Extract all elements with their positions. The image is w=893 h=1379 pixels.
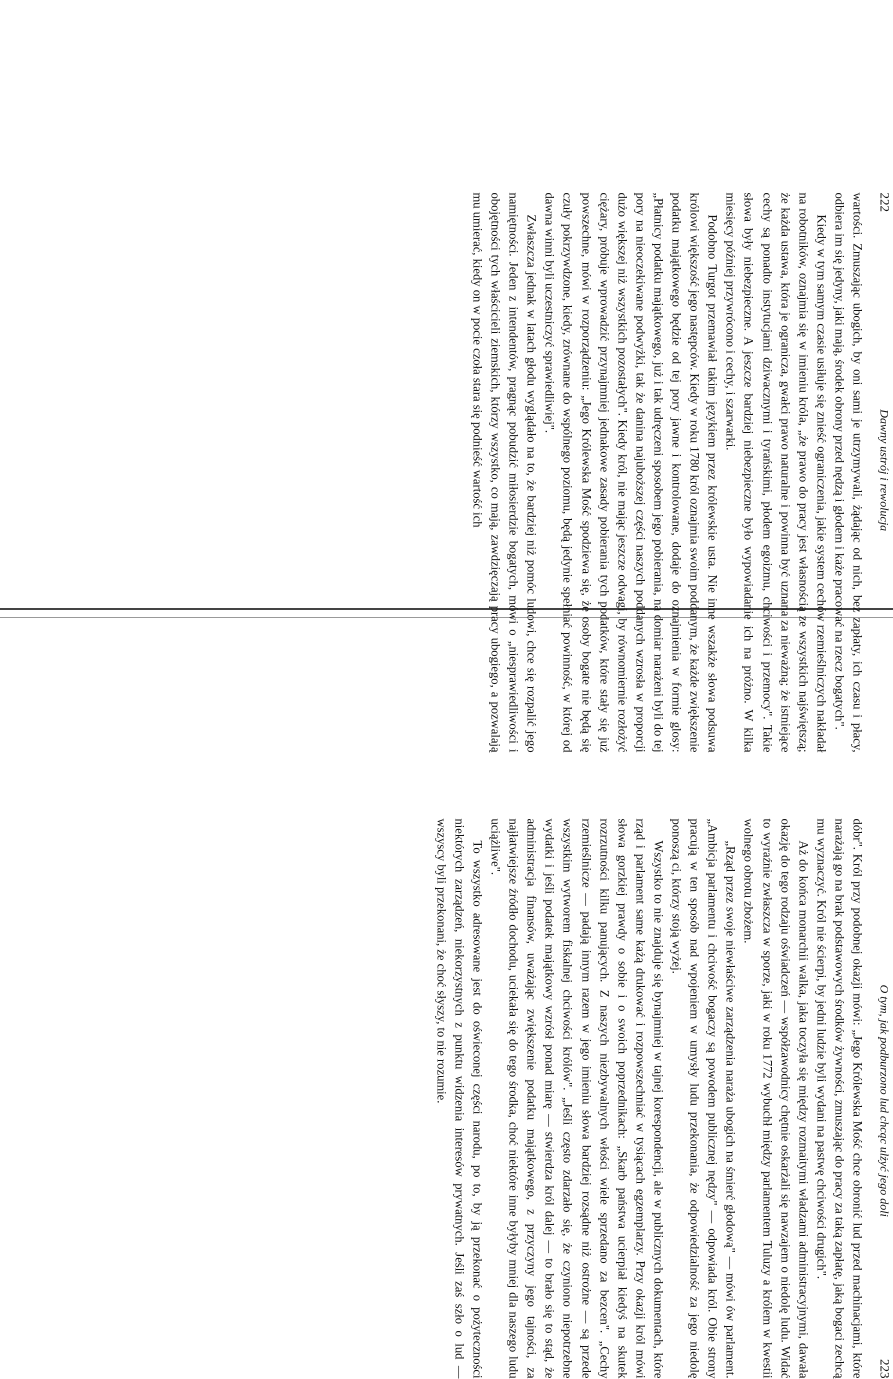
running-head: Dawny ustrój i rewolucja: [877, 409, 892, 532]
page-header: [877, 193, 893, 753]
paragraph: wartości. Zmuszając ubogich, by oni sami je utrzymywali, żądając od nich, bez zapłaty, ich czasu i płacy, odbiera im się jedyny, jaki mają, środek obrony przed nędzą i głodem i każe pracować na rzecz bogatych".: [832, 192, 865, 753]
page-body: [432, 819, 866, 1379]
page-header: [877, 819, 893, 1379]
page-222: [0, 193, 893, 753]
paragraph: Podobno Turgot przemawiał takim językiem przez królewskie usta. Nie inne wszakże słowa podsuwa królowi większość jego następców. Kiedy w roku 1780 król oznajmia swoim poddanym, że każde zwiększenie podatku majątkowego będzie od tej pory jawne i kontrolowane, dodaje do oznajmienia w formie glosy: „Płatnicy podatku majątkowego, już i tak udręczeni sposobem jego pobierania, na domiar narażeni byli do tej pory na nieoczekiwane podwyżki, tak że danina najuboższej części naszych poddanych wzrosła w proporcji dużo większej niż wszystkich pozostałych". Kiedy król, nie mając jeszcze odwagi, by równomiernie rozłożyć ciężary, próbuje wprowadzić przynajmniej jednakowe zasady pobierania tych podatków, które stały się już powszechne, mówi w rozporządzeniu: „Jego Królewska Mość spodziewa się, że osoby bogate nie będą się czuły pokrzywdzone, kiedy, zrównane do wspólnego poziomu, będą jedynie spełniać powinność, w której od dawna winni byli uczestniczyć sprawiedliwiej".: [542, 192, 720, 753]
paragraph: Wszystko to nie znajduje się bynajmniej w tajnej korespondencji, ale w publicznych dokumentach, które rząd i parlament same każą drukować i rozpowszechniać w tysiącach egzemplarzy. Przy okazji król mówi słowa gorzkiej prawdy o sobie i o swoich poprzednikach: „Skarb państwa ucierpiał kiedyś na skutek rozrzutności kilku panujących. Z naszych niezbywalnych włości wiele sprzedano za bezcen". „Cechy rzemieślnicze — padają innym razem w jego imieniu słowa bardziej rozsądne niż ostrożne — są przede wszystkim wytworem fiskalnej chciwości królów". „Jeśli często zdarzało się, że czyniono niepotrzebne wydatki i jeśli podatek majątkowy wzrósł ponad miarę — stwierdza król dalej — to brało się to stąd, że administracja finansów, uważając zwiększenie podatku majątkowego, z przyczyny jego tajności, za najłatwiejsze źródło dochodu, uciekała się do tego środka, choć niektóre inne byłyby mniej dla naszego ludu uciążliwe".: [488, 818, 666, 1379]
page-number: 223: [877, 1358, 893, 1379]
paragraph: dóbr". Król przy podobnej okazji mówi: „Jego Królewska Mość chce obronić lud przed machinacjami, które narażają go na brak podstawowych środków żywności, zmuszając do pracy za taką zapłatę, jaką bogaci zechcą mu wyznaczyć. Król nie ścierpi, by jedni ludzie byli wydani na pastwę chciwości drugich".: [814, 818, 865, 1379]
paragraph: Zwłaszcza jednak w latach głodu wyglądało na to, że bardziej niż pomóc ludowi, chce się rozpalić jego namiętności. Jeden z intendentów, pragnąc pobudzić miłosierdzie bogatych, mówi o „niesprawiedliwości i obojętności tych właścicieli ziemskich, którzy wszystko, co mają, zawdzięczają pracy ubogiego, a pozwalają mu umierać, kiedy on w pocie czoła stara się podnieść wartość ich: [470, 192, 539, 753]
paragraph: To wszystko adresowane jest do oświeconej części narodu, po to, by ją przekonać o pożyteczności niektórych zarządzeń, niekorzystnych z punktu widzenia interesów prywatnych. Jeśli zaś szło o lud — wszyscy byli przekonani, że choć słyszy, to nie rozumie.: [434, 818, 485, 1379]
paragraph: Kiedy w tym samym czasie usiłuje się znieść ograniczenia, jakie system cechów rzemieślniczych nakładał na robotników, oznajmia się w imieniu króla, „że prawo do pracy jest własnością ze wszystkich najświętszą; że każda ustawa, która je ogranicza, gwałci prawo naturalne i powinna być uznana za nieważną; że istniejące cechy są ponadto instytucjami dziwacznymi i tyrańskimi, płodem egoizmu, chciwości i przemocy". Takie słowa były niebezpieczne. A jeszcze bardziej niebezpieczne było wypowiadanie ich na próżno. W kilka miesięcy później przywrócono i cechy, i szarwarki.: [723, 192, 829, 753]
page-body: [468, 193, 866, 753]
page-223: [0, 819, 893, 1379]
page-number: 222: [877, 192, 893, 212]
paragraph: Aż do końca monarchii walka, jaka toczyła się między rozmaitymi władzami administracyjnymi, dawała okazję do tego rodzaju oświadczeń — współzawodnicy chętnie oskarżali się nawzajem o niedolę ludu. Widać to wyraźnie zwłaszcza w sporze, jaki w roku 1772 wybuchł między parlamentem Tuluzy a królem w kwestii wolnego obrotu zbożem.: [741, 818, 811, 1379]
running-head: O tym, jak podburzono lud chcąc ulżyć jego doli: [877, 984, 892, 1217]
paragraph: „Rząd przez swoje niewłaściwe zarządzenia naraża ubogich na śmierć głodową" — mówi ów parlament. „Ambicja parlamentu i chciwość bogaczy są powodem publicznej nędzy" — odpowiada król. Obie strony pracują w ten sposób nad wpojeniem w umysły ludu przekonania, że odpowiedzialność za jego niedolę ponoszą ci, którzy stoją wyżej.: [669, 818, 738, 1379]
